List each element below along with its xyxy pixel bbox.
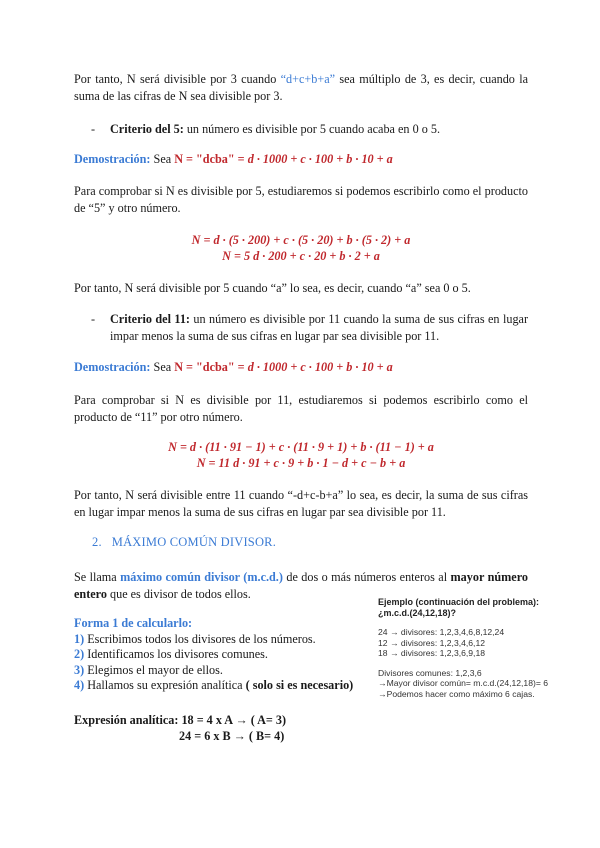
- equation-5-line2: N = 5 d · 200 + c · 20 + b · 2 + a: [222, 249, 380, 263]
- step-4: 4) Hallamos su expresión analítica ( solo si es necesario): [74, 678, 354, 692]
- demonstration-5: Demostración: Sea N = "dcba" = d · 1000 + c · 100 + b · 10 + a: [74, 152, 393, 166]
- expresion-line2: 24 = 6 x B → ( B= 4): [179, 729, 285, 743]
- criterion-11: Criterio del 11: un número es divisible por 11 cuando la suma de sus cifras en lugar impar menos la suma de sus cifras en lugar par sea divisible por 11.: [110, 312, 529, 343]
- equation-11-line2: N = 11 d · 91 + c · 9 + b · 1 − d + c − b + a: [196, 456, 406, 470]
- bullet-dash: -: [91, 122, 96, 136]
- criterion-5: Criterio del 5: un número es divisible por 5 cuando acaba en 0 o 5.: [110, 122, 440, 136]
- forma1-list: [74, 616, 353, 694]
- example-question: ¿m.c.d.(24,12,18)?: [378, 607, 457, 618]
- forma1-title: Forma 1 de calcularlo:: [74, 616, 193, 630]
- mcd-definition: Se llama máximo común divisor (m.c.d.) de dos o más números enteros al mayor número entero que es divisor de todos ellos.: [74, 570, 528, 601]
- expresion-line1: Expresión analítica: 18 = 4 x A → ( A= 3): [74, 713, 287, 727]
- conclusion-5: Por tanto, N será divisible por 5 cuando “a” lo sea, es decir, cuando “a” sea 0 o 5.: [74, 281, 471, 295]
- step-3: 3) Elegimos el mayor de ellos.: [74, 662, 223, 677]
- paragraph-divisible-3: Por tanto, N será divisible por 3 cuando “d+c+b+a” sea múltiplo de 3, es decir, cuando la suma de las cifras de N sea divisible por 3.: [74, 72, 528, 103]
- example-box: [378, 597, 578, 699]
- sum-highlight: “d+c+b+a”: [280, 72, 336, 86]
- equation-11-line1: N = d · (11 · 91 − 1) + c · (11 · 9 + 1) + b · (11 − 1) + a: [168, 440, 434, 454]
- divisors-18: 18 → divisores: 1,2,3,6,9,18: [378, 648, 486, 658]
- equation-5-line1: N = d · (5 · 200) + c · (5 · 20) + b · (5 · 2) + a: [191, 233, 411, 247]
- max-divisor: →Mayor divisor común= m.c.d.(24,12,18)= 6: [378, 678, 549, 688]
- step-2: 2) Identificamos los divisores comunes.: [74, 647, 268, 661]
- divisors-24: 24 → divisores: 1,2,3,4,6,8,12,24: [378, 627, 505, 637]
- section-heading-mcd: 2. MÁXIMO COMÚN DIVISOR.: [92, 535, 277, 549]
- bullet-dash: -: [91, 312, 96, 326]
- paragraph-check-5: Para comprobar si N es divisible por 5, estudiaremos si podemos escribirlo como el producto de “5” y otro número.: [74, 184, 528, 215]
- paragraph-check-11: Para comprobar si N es divisible por 11, estudiaremos si podemos escribirlo como el producto de “11” por otro número.: [74, 393, 528, 424]
- max-boxes: →Podemos hacer como máximo 6 cajas.: [378, 688, 535, 699]
- divisors-12: 12 → divisores: 1,2,3,4,6,12: [378, 637, 486, 648]
- common-divisors: Divisores comunes: 1,2,3,6: [378, 667, 482, 678]
- demonstration-11: Demostración: Sea N = "dcba" = d · 1000 + c · 100 + b · 10 + a: [74, 360, 393, 374]
- conclusion-11: Por tanto, N será divisible entre 11 cuando “-d+c-b+a” lo sea, es decir, la suma de sus cifras en lugar impar menos la suma de sus cifras en lugar par sea divisible por 11.: [74, 488, 528, 519]
- step-1: 1) Escribimos todos los divisores de los números.: [74, 631, 316, 646]
- example-title: Ejemplo (continuación del problema):: [378, 597, 540, 607]
